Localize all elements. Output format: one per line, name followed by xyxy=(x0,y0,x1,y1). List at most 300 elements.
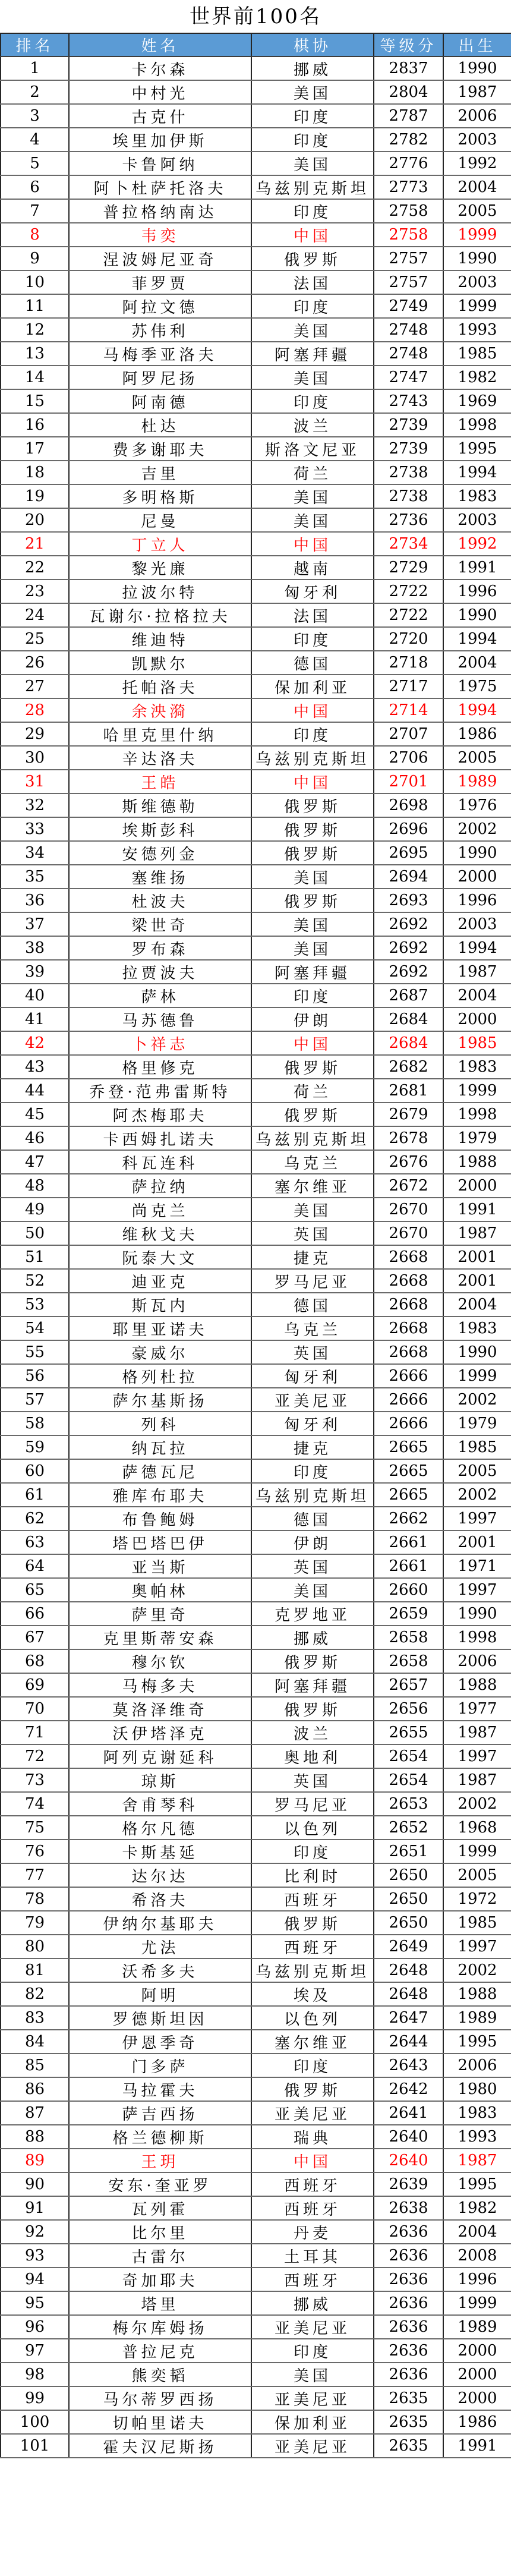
federation-cell: 德国 xyxy=(251,1507,374,1531)
rank-cell: 73 xyxy=(1,1768,69,1792)
rank-cell: 64 xyxy=(1,1554,69,1578)
table-row xyxy=(1,80,511,104)
rating-cell: 2657 xyxy=(374,1673,443,1697)
birth-cell: 1999 xyxy=(443,1364,511,1388)
birth-cell: 1987 xyxy=(443,960,511,984)
birth-cell: 2001 xyxy=(443,1245,511,1269)
federation-cell: 匈牙利 xyxy=(251,580,374,603)
rating-cell: 2648 xyxy=(374,1958,443,1982)
birth-cell: 2003 xyxy=(443,508,511,532)
table-row xyxy=(1,2220,511,2244)
name-cell: 比尔里 xyxy=(69,2220,251,2244)
page-title: 世界前100名 xyxy=(190,5,321,29)
rating-cell: 2776 xyxy=(374,152,443,175)
rank-cell: 101 xyxy=(1,2434,69,2458)
rank-cell: 45 xyxy=(1,1103,69,1126)
rank-cell: 67 xyxy=(1,1626,69,1649)
federation-cell: 中国 xyxy=(251,532,374,556)
table-row xyxy=(1,841,511,865)
birth-cell: 2003 xyxy=(443,270,511,294)
federation-cell: 俄罗斯 xyxy=(251,889,374,912)
name-cell: 克里斯蒂安森 xyxy=(69,1626,251,1649)
table-row xyxy=(1,1364,511,1388)
federation-cell: 美国 xyxy=(251,484,374,508)
table-row xyxy=(1,2006,511,2030)
birth-cell: 2004 xyxy=(443,175,511,199)
table-row xyxy=(1,1340,511,1364)
table-row xyxy=(1,627,511,651)
table-row xyxy=(1,1816,511,1840)
table-row xyxy=(1,960,511,984)
birth-cell: 1969 xyxy=(443,389,511,413)
federation-cell: 乌兹别克斯坦 xyxy=(251,1126,374,1150)
rank-cell: 61 xyxy=(1,1483,69,1507)
name-cell: 布鲁鲍姆 xyxy=(69,1507,251,1531)
rating-cell: 2739 xyxy=(374,437,443,461)
rating-cell: 2717 xyxy=(374,675,443,698)
federation-cell: 俄罗斯 xyxy=(251,1055,374,1079)
name-cell: 格里修克 xyxy=(69,1055,251,1079)
birth-cell: 1999 xyxy=(443,1079,511,1103)
table-row xyxy=(1,580,511,603)
name-cell: 琼斯 xyxy=(69,1768,251,1792)
federation-cell: 埃及 xyxy=(251,1982,374,2006)
birth-cell: 1983 xyxy=(443,2101,511,2125)
rank-cell: 62 xyxy=(1,1507,69,1531)
rating-cell: 2636 xyxy=(374,2291,443,2315)
name-cell: 梅尔库姆扬 xyxy=(69,2315,251,2339)
rank-cell: 94 xyxy=(1,2268,69,2291)
birth-cell: 1990 xyxy=(443,56,511,80)
federation-cell: 印度 xyxy=(251,627,374,651)
rating-cell: 2687 xyxy=(374,984,443,1007)
rating-cell: 2736 xyxy=(374,508,443,532)
name-cell: 穆尔钦 xyxy=(69,1649,251,1673)
rank-cell: 43 xyxy=(1,1055,69,1079)
rank-cell: 44 xyxy=(1,1079,69,1103)
rating-cell: 2720 xyxy=(374,627,443,651)
table-row xyxy=(1,1721,511,1744)
birth-cell: 1987 xyxy=(443,2149,511,2172)
federation-cell: 美国 xyxy=(251,80,374,104)
table-row xyxy=(1,1150,511,1174)
federation-cell: 英国 xyxy=(251,1554,374,1578)
rating-cell: 2692 xyxy=(374,960,443,984)
rank-cell: 26 xyxy=(1,651,69,675)
rating-cell: 2661 xyxy=(374,1554,443,1578)
rank-cell: 90 xyxy=(1,2172,69,2196)
federation-cell: 印度 xyxy=(251,1840,374,1863)
federation-cell: 印度 xyxy=(251,722,374,746)
birth-cell: 1986 xyxy=(443,2410,511,2434)
rating-cell: 2729 xyxy=(374,556,443,580)
rating-cell: 2695 xyxy=(374,841,443,865)
name-cell: 罗布森 xyxy=(69,936,251,960)
rank-cell: 32 xyxy=(1,793,69,817)
birth-cell: 2003 xyxy=(443,128,511,152)
name-cell: 卡鲁阿纳 xyxy=(69,152,251,175)
birth-cell: 1968 xyxy=(443,1816,511,1840)
name-cell: 维迪特 xyxy=(69,627,251,651)
table-row xyxy=(1,912,511,936)
table-row xyxy=(1,2339,511,2363)
rating-cell: 2773 xyxy=(374,175,443,199)
table-row xyxy=(1,1269,511,1293)
name-cell: 丁立人 xyxy=(69,532,251,556)
rank-cell: 85 xyxy=(1,2054,69,2077)
federation-cell: 以色列 xyxy=(251,2006,374,2030)
federation-cell: 波兰 xyxy=(251,413,374,437)
name-cell: 托帕洛夫 xyxy=(69,675,251,698)
table-row xyxy=(1,1079,511,1103)
name-cell: 梁世奇 xyxy=(69,912,251,936)
name-cell: 纳瓦拉 xyxy=(69,1435,251,1459)
federation-cell: 乌克兰 xyxy=(251,1150,374,1174)
rank-cell: 55 xyxy=(1,1340,69,1364)
table-row xyxy=(1,437,511,461)
table-row xyxy=(1,865,511,889)
rank-cell: 7 xyxy=(1,199,69,223)
federation-cell: 中国 xyxy=(251,1031,374,1055)
name-cell: 阿列克谢延科 xyxy=(69,1744,251,1768)
birth-cell: 1999 xyxy=(443,223,511,247)
birth-cell: 1999 xyxy=(443,1840,511,1863)
rating-cell: 2653 xyxy=(374,1792,443,1816)
federation-cell: 伊朗 xyxy=(251,1007,374,1031)
name-cell: 韦奕 xyxy=(69,223,251,247)
birth-cell: 1997 xyxy=(443,1744,511,1768)
table-row xyxy=(1,152,511,175)
name-cell: 杜达 xyxy=(69,413,251,437)
federation-cell: 英国 xyxy=(251,1340,374,1364)
rating-cell: 2738 xyxy=(374,484,443,508)
rating-cell: 2722 xyxy=(374,603,443,627)
birth-cell: 1991 xyxy=(443,1198,511,1221)
table-row xyxy=(1,1697,511,1721)
name-cell: 哈里克里什纳 xyxy=(69,722,251,746)
birth-cell: 1987 xyxy=(443,80,511,104)
birth-cell: 1990 xyxy=(443,1602,511,1626)
rank-cell: 57 xyxy=(1,1388,69,1412)
rating-cell: 2655 xyxy=(374,1721,443,1744)
birth-cell: 1997 xyxy=(443,1935,511,1958)
table-row xyxy=(1,1982,511,2006)
name-cell: 斯瓦内 xyxy=(69,1293,251,1317)
table-row xyxy=(1,1388,511,1412)
rating-cell: 2676 xyxy=(374,1150,443,1174)
birth-cell: 1982 xyxy=(443,2196,511,2220)
rating-cell: 2693 xyxy=(374,889,443,912)
table-row xyxy=(1,1412,511,1435)
federation-cell: 美国 xyxy=(251,508,374,532)
birth-cell: 1995 xyxy=(443,437,511,461)
table-row xyxy=(1,1935,511,1958)
rating-cell: 2837 xyxy=(374,56,443,80)
name-cell: 萨里奇 xyxy=(69,1602,251,1626)
federation-cell: 西班牙 xyxy=(251,2196,374,2220)
rank-cell: 6 xyxy=(1,175,69,199)
table-row xyxy=(1,770,511,793)
name-cell: 莫洛泽维奇 xyxy=(69,1697,251,1721)
federation-cell: 中国 xyxy=(251,698,374,722)
birth-cell: 1998 xyxy=(443,413,511,437)
rank-cell: 83 xyxy=(1,2006,69,2030)
birth-cell: 2000 xyxy=(443,2339,511,2363)
birth-cell: 1995 xyxy=(443,2030,511,2054)
rating-cell: 2743 xyxy=(374,389,443,413)
rank-cell: 89 xyxy=(1,2149,69,2172)
rank-cell: 4 xyxy=(1,128,69,152)
name-cell: 苏伟利 xyxy=(69,318,251,342)
rating-cell: 2739 xyxy=(374,413,443,437)
federation-cell: 丹麦 xyxy=(251,2220,374,2244)
federation-cell: 捷克 xyxy=(251,1435,374,1459)
rank-cell: 69 xyxy=(1,1673,69,1697)
rating-cell: 2668 xyxy=(374,1269,443,1293)
rating-cell: 2636 xyxy=(374,2315,443,2339)
rating-cell: 2804 xyxy=(374,80,443,104)
name-cell: 涅波姆尼亚奇 xyxy=(69,247,251,270)
rank-cell: 14 xyxy=(1,366,69,389)
rating-cell: 2757 xyxy=(374,247,443,270)
rank-cell: 35 xyxy=(1,865,69,889)
table-row xyxy=(1,1626,511,1649)
name-cell: 阿拉文德 xyxy=(69,294,251,318)
name-cell: 王皓 xyxy=(69,770,251,793)
rank-cell: 58 xyxy=(1,1412,69,1435)
federation-cell: 英国 xyxy=(251,1221,374,1245)
rank-cell: 81 xyxy=(1,1958,69,1982)
name-cell: 萨拉纳 xyxy=(69,1174,251,1198)
table-row xyxy=(1,722,511,746)
name-cell: 格兰德柳斯 xyxy=(69,2125,251,2149)
name-cell: 多明格斯 xyxy=(69,484,251,508)
rating-cell: 2679 xyxy=(374,1103,443,1126)
rating-cell: 2638 xyxy=(374,2196,443,2220)
name-cell: 阿明 xyxy=(69,1982,251,2006)
rank-cell: 27 xyxy=(1,675,69,698)
birth-cell: 1994 xyxy=(443,461,511,484)
birth-cell: 1988 xyxy=(443,1673,511,1697)
name-cell: 迪亚克 xyxy=(69,1269,251,1293)
name-cell: 马梅多夫 xyxy=(69,1673,251,1697)
header-birth: 出生 xyxy=(443,33,511,56)
table-row xyxy=(1,1554,511,1578)
birth-cell: 1983 xyxy=(443,1317,511,1340)
table-row xyxy=(1,2410,511,2434)
table-row xyxy=(1,318,511,342)
name-cell: 菲罗贾 xyxy=(69,270,251,294)
birth-cell: 2000 xyxy=(443,1007,511,1031)
rank-cell: 15 xyxy=(1,389,69,413)
federation-cell: 挪威 xyxy=(251,1626,374,1649)
federation-cell: 塞尔维亚 xyxy=(251,2030,374,2054)
name-cell: 拉贾波夫 xyxy=(69,960,251,984)
name-cell: 达尔达 xyxy=(69,1863,251,1887)
table-row xyxy=(1,1531,511,1554)
rank-cell: 28 xyxy=(1,698,69,722)
name-cell: 萨德瓦尼 xyxy=(69,1459,251,1483)
name-cell: 阿罗尼扬 xyxy=(69,366,251,389)
name-cell: 王玥 xyxy=(69,2149,251,2172)
birth-cell: 1980 xyxy=(443,2077,511,2101)
birth-cell: 1998 xyxy=(443,1103,511,1126)
rating-cell: 2635 xyxy=(374,2386,443,2410)
name-cell: 中村光 xyxy=(69,80,251,104)
table-row xyxy=(1,2172,511,2196)
rating-cell: 2649 xyxy=(374,1935,443,1958)
federation-cell: 保加利亚 xyxy=(251,675,374,698)
rank-cell: 100 xyxy=(1,2410,69,2434)
rank-cell: 60 xyxy=(1,1459,69,1483)
table-row xyxy=(1,2386,511,2410)
table-row xyxy=(1,2268,511,2291)
rank-cell: 53 xyxy=(1,1293,69,1317)
federation-cell: 俄罗斯 xyxy=(251,2077,374,2101)
birth-cell: 2002 xyxy=(443,1388,511,1412)
federation-cell: 西班牙 xyxy=(251,2268,374,2291)
name-cell: 希洛夫 xyxy=(69,1887,251,1911)
rating-cell: 2666 xyxy=(374,1412,443,1435)
table-row xyxy=(1,2363,511,2386)
name-cell: 切帕里诺夫 xyxy=(69,2410,251,2434)
rating-cell: 2636 xyxy=(374,2339,443,2363)
rating-cell: 2652 xyxy=(374,1816,443,1840)
header-row xyxy=(1,33,511,56)
rank-cell: 54 xyxy=(1,1317,69,1340)
federation-cell: 匈牙利 xyxy=(251,1364,374,1388)
federation-cell: 罗马尼亚 xyxy=(251,1269,374,1293)
birth-cell: 1996 xyxy=(443,2268,511,2291)
rank-cell: 63 xyxy=(1,1531,69,1554)
table-row xyxy=(1,1459,511,1483)
table-row xyxy=(1,366,511,389)
federation-cell: 美国 xyxy=(251,936,374,960)
rank-cell: 38 xyxy=(1,936,69,960)
federation-cell: 印度 xyxy=(251,389,374,413)
rank-cell: 16 xyxy=(1,413,69,437)
table-row xyxy=(1,2149,511,2172)
name-cell: 列科 xyxy=(69,1412,251,1435)
table-row xyxy=(1,1483,511,1507)
table-row xyxy=(1,1055,511,1079)
rank-cell: 41 xyxy=(1,1007,69,1031)
rating-cell: 2648 xyxy=(374,1982,443,2006)
federation-cell: 西班牙 xyxy=(251,2172,374,2196)
table-row xyxy=(1,389,511,413)
table-row xyxy=(1,698,511,722)
name-cell: 奇加耶夫 xyxy=(69,2268,251,2291)
rating-cell: 2665 xyxy=(374,1435,443,1459)
rating-cell: 2684 xyxy=(374,1031,443,1055)
rating-cell: 2718 xyxy=(374,651,443,675)
rank-cell: 79 xyxy=(1,1911,69,1935)
birth-cell: 1993 xyxy=(443,318,511,342)
rank-cell: 93 xyxy=(1,2244,69,2268)
rating-cell: 2639 xyxy=(374,2172,443,2196)
birth-cell: 1979 xyxy=(443,1412,511,1435)
table-row xyxy=(1,532,511,556)
federation-cell: 美国 xyxy=(251,1578,374,1602)
federation-cell: 克罗地亚 xyxy=(251,1602,374,1626)
name-cell: 阮泰大文 xyxy=(69,1245,251,1269)
birth-cell: 1985 xyxy=(443,1435,511,1459)
federation-cell: 乌兹别克斯坦 xyxy=(251,175,374,199)
birth-cell: 1992 xyxy=(443,532,511,556)
rank-cell: 31 xyxy=(1,770,69,793)
federation-cell: 挪威 xyxy=(251,2291,374,2315)
rating-cell: 2650 xyxy=(374,1863,443,1887)
table-row xyxy=(1,1126,511,1150)
table-row xyxy=(1,936,511,960)
federation-cell: 西班牙 xyxy=(251,1887,374,1911)
birth-cell: 2006 xyxy=(443,104,511,128)
table-row xyxy=(1,1221,511,1245)
name-cell: 尼曼 xyxy=(69,508,251,532)
table-row xyxy=(1,603,511,627)
name-cell: 阿杰梅耶夫 xyxy=(69,1103,251,1126)
name-cell: 费多谢耶夫 xyxy=(69,437,251,461)
rank-cell: 74 xyxy=(1,1792,69,1816)
name-cell: 萨尔基斯扬 xyxy=(69,1388,251,1412)
rating-cell: 2734 xyxy=(374,532,443,556)
rank-cell: 2 xyxy=(1,80,69,104)
birth-cell: 1988 xyxy=(443,1982,511,2006)
rating-cell: 2681 xyxy=(374,1079,443,1103)
table-row xyxy=(1,1007,511,1031)
rating-cell: 2684 xyxy=(374,1007,443,1031)
federation-cell: 捷克 xyxy=(251,1245,374,1269)
federation-cell: 保加利亚 xyxy=(251,2410,374,2434)
table-row xyxy=(1,1578,511,1602)
birth-cell: 1994 xyxy=(443,698,511,722)
table-row xyxy=(1,984,511,1007)
table-row xyxy=(1,2291,511,2315)
rank-cell: 88 xyxy=(1,2125,69,2149)
header-rating: 等级分 xyxy=(374,33,443,56)
rank-cell: 22 xyxy=(1,556,69,580)
rating-cell: 2678 xyxy=(374,1126,443,1150)
name-cell: 沃伊塔泽克 xyxy=(69,1721,251,1744)
federation-cell: 印度 xyxy=(251,984,374,1007)
name-cell: 杜波夫 xyxy=(69,889,251,912)
table-row xyxy=(1,270,511,294)
federation-cell: 俄罗斯 xyxy=(251,1697,374,1721)
table-row xyxy=(1,223,511,247)
federation-cell: 印度 xyxy=(251,104,374,128)
rating-cell: 2748 xyxy=(374,342,443,366)
federation-cell: 乌克兰 xyxy=(251,1317,374,1340)
rank-cell: 66 xyxy=(1,1602,69,1626)
table-row xyxy=(1,2244,511,2268)
name-cell: 科瓦连科 xyxy=(69,1150,251,1174)
federation-cell: 美国 xyxy=(251,912,374,936)
birth-cell: 1996 xyxy=(443,580,511,603)
federation-cell: 印度 xyxy=(251,2339,374,2363)
name-cell: 舍甫琴科 xyxy=(69,1792,251,1816)
table-row xyxy=(1,1602,511,1626)
rating-cell: 2650 xyxy=(374,1911,443,1935)
rank-cell: 71 xyxy=(1,1721,69,1744)
rating-cell: 2670 xyxy=(374,1221,443,1245)
rank-cell: 70 xyxy=(1,1697,69,1721)
federation-cell: 印度 xyxy=(251,2054,374,2077)
rank-cell: 39 xyxy=(1,960,69,984)
table-row xyxy=(1,556,511,580)
name-cell: 尚克兰 xyxy=(69,1198,251,1221)
name-cell: 卡西姆扎诺夫 xyxy=(69,1126,251,1150)
rank-cell: 40 xyxy=(1,984,69,1007)
